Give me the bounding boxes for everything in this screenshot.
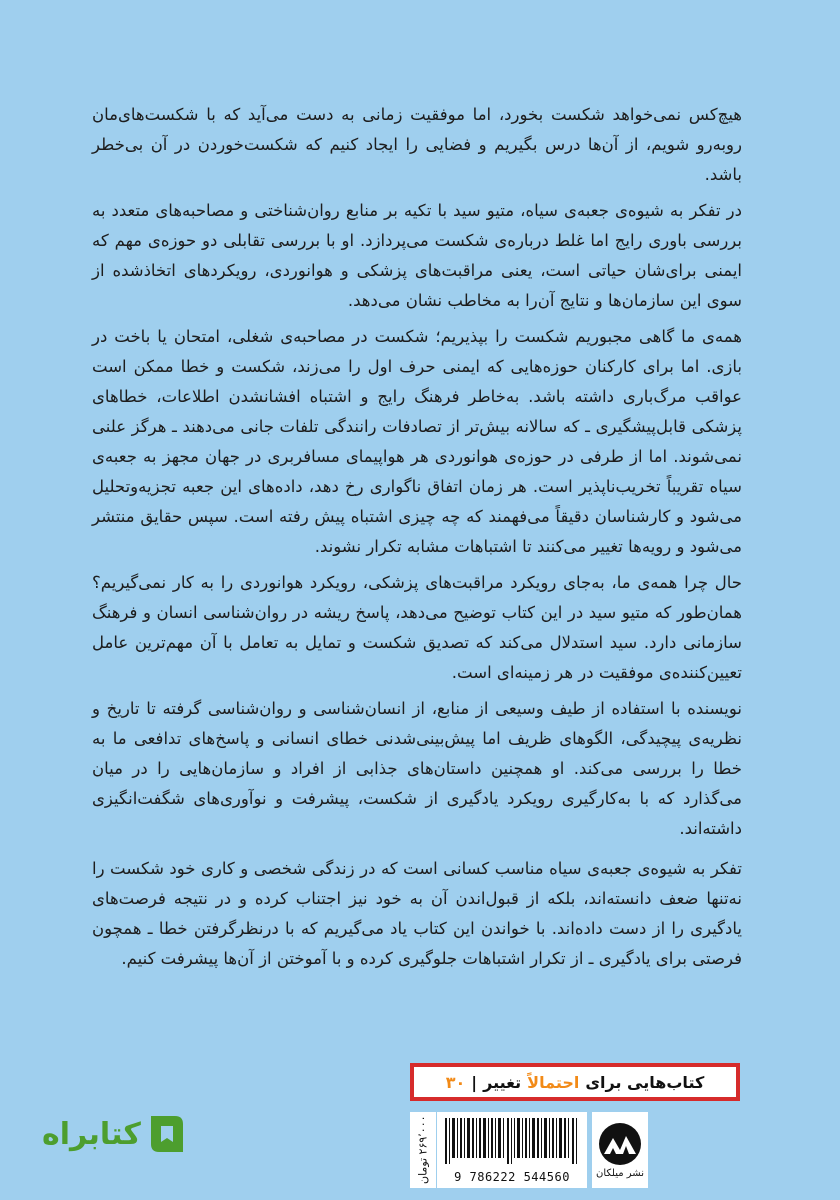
publisher-logo [592,1112,648,1188]
series-number: ۳۰ [445,1072,466,1092]
paragraph: همه‌ی ما گاهی مجبوریم شکست را بپذیریم؛ شکست در مصاحبه‌ی شغلی، امتحان یا باخت در بازی. اما برای کارکنان حوزه‌هایی که ایمنی حرف اول را می‌زند، شکست و خطا ممکن است عواقب مرگ‌باری داشته باشد. به‌خاطر فرهنگ رایج و اشتباه افشانشدن اطلاعات، خطاهای پزشکی قابل‌پیشگیری ـ که سالانه بیش‌تر از تصادفات رانندگی تلفات جانی می‌دهند ـ هرگز علنی نمی‌شوند. اما از طرفی در حوزه‌ی هوانوردی هر هواپیمای مسافربری در جهان مجهز به جعبه‌ی سیاه تقریباً تخریب‌ناپذیر است. هر زمان اتفاق ناگواری رخ دهد، داده‌های این جعبه تجزیه‌وتحلیل می‌شود و کارشناسان دقیقاً می‌فهمند که چه چیزی اشتباه پیش رفته است. سپس حقایق منتشر می‌شود و رویه‌ها تغییر می‌کنند تا اشتباهات مشابه تکرار نشوند. [92,327,742,556]
price-label: ۲۶۹٬۰۰۰ تومان [410,1112,436,1188]
back-cover-text [92,100,742,980]
paragraph: تفکر به شیوه‌ی جعبه‌ی سیاه مناسب کسانی است که در زندگی شخصی و کاری خود شکست را نه‌تنها ضعف دانسته‌اند، بلکه از قبول‌اندن آن به خود نیز اجتناب کرده و در نتیجه فرصت‌های یادگیری را از دست داده‌اند. با خواندن این کتاب یاد می‌گیریم که با درنظرگرفتن خطا ـ همچون فرصتی برای یادگیری ـ از تکرار اشتباهات جلوگیری کرده و با آموختن از آن‌ها پیشرفت کنیم. [92,859,742,968]
series-accent: احتمالاً [527,1072,580,1092]
paragraph: هیچ‌کس نمی‌خواهد شکست بخورد، اما موفقیت زمانی به دست می‌آید که با شکست‌های‌مان روبه‌رو شویم، از آن‌ها درس بگیریم و فضایی را ایجاد کنیم که شکست‌خوردن در آن بی‌خطر باشد. [92,105,742,184]
paragraph: در تفکر به شیوه‌ی جعبه‌ی سیاه، متیو سید با تکیه بر منابع روان‌شناختی و مصاحبه‌های متعدد به بررسی باوری رایج اما غلط درباره‌ی شکست می‌پردازد. او با بررسی تقابلی دو حوزه‌ی مهم که ایمنی برای‌شان حیاتی است، یعنی مراقبت‌های پزشکی و هوانوردی، رویکردهای اتخاذشده از سوی این سازمان‌ها و نتایج آن‌را به مخاطب نشان می‌دهد. [92,201,742,310]
publisher-name: نشر میلکان [596,1167,644,1179]
barcode [437,1112,587,1188]
paragraph: حال چرا همه‌ی ما، به‌جای رویکرد مراقبت‌های پزشکی، رویکرد هوانوردی را به کار نمی‌گیریم؟ همان‌طور که متیو سید در این کتاب توضیح می‌دهد، پاسخ ریشه در روان‌شناسی انسان و فرهنگ سازمانی دارد. سید استدلال می‌کند که تصدیق شکست و تمایل به تعامل با آن مهم‌ترین عامل تعیین‌کننده‌ی موفقیت در هر زمینه‌ای است. [92,573,742,682]
series-prefix: کتاب‌هایی برای [585,1072,705,1092]
series-suffix: تغییر [483,1072,522,1092]
mountain-icon [598,1122,642,1166]
brand-name: کتابراه [42,1116,141,1152]
series-label [410,1063,740,1101]
barcode-number: 9 786222 544560 [454,1170,570,1184]
barcode-bars [445,1118,579,1164]
series-separator: | [471,1072,478,1092]
book-icon [147,1112,187,1156]
paragraph: نویسنده با استفاده از طیف وسیعی از منابع، از انسان‌شناسی و روان‌شناسی گرفته تا تاریخ و نظریه‌ی پیچیدگی، الگوهای ظریف اما پیش‌بینی‌شدنی خطای انسانی و پاسخ‌های تدافعی ما به خطا را بررسی می‌کند. او همچنین داستان‌های جذابی از افراد و سازمان‌هایی را در میان می‌گذارد که با به‌کارگیری رویکرد یادگیری از شکست، پیشرفت و نوآوری‌های شگفت‌انگیزی داشته‌اند. [92,699,742,838]
ketabrah-logo [42,1112,187,1156]
